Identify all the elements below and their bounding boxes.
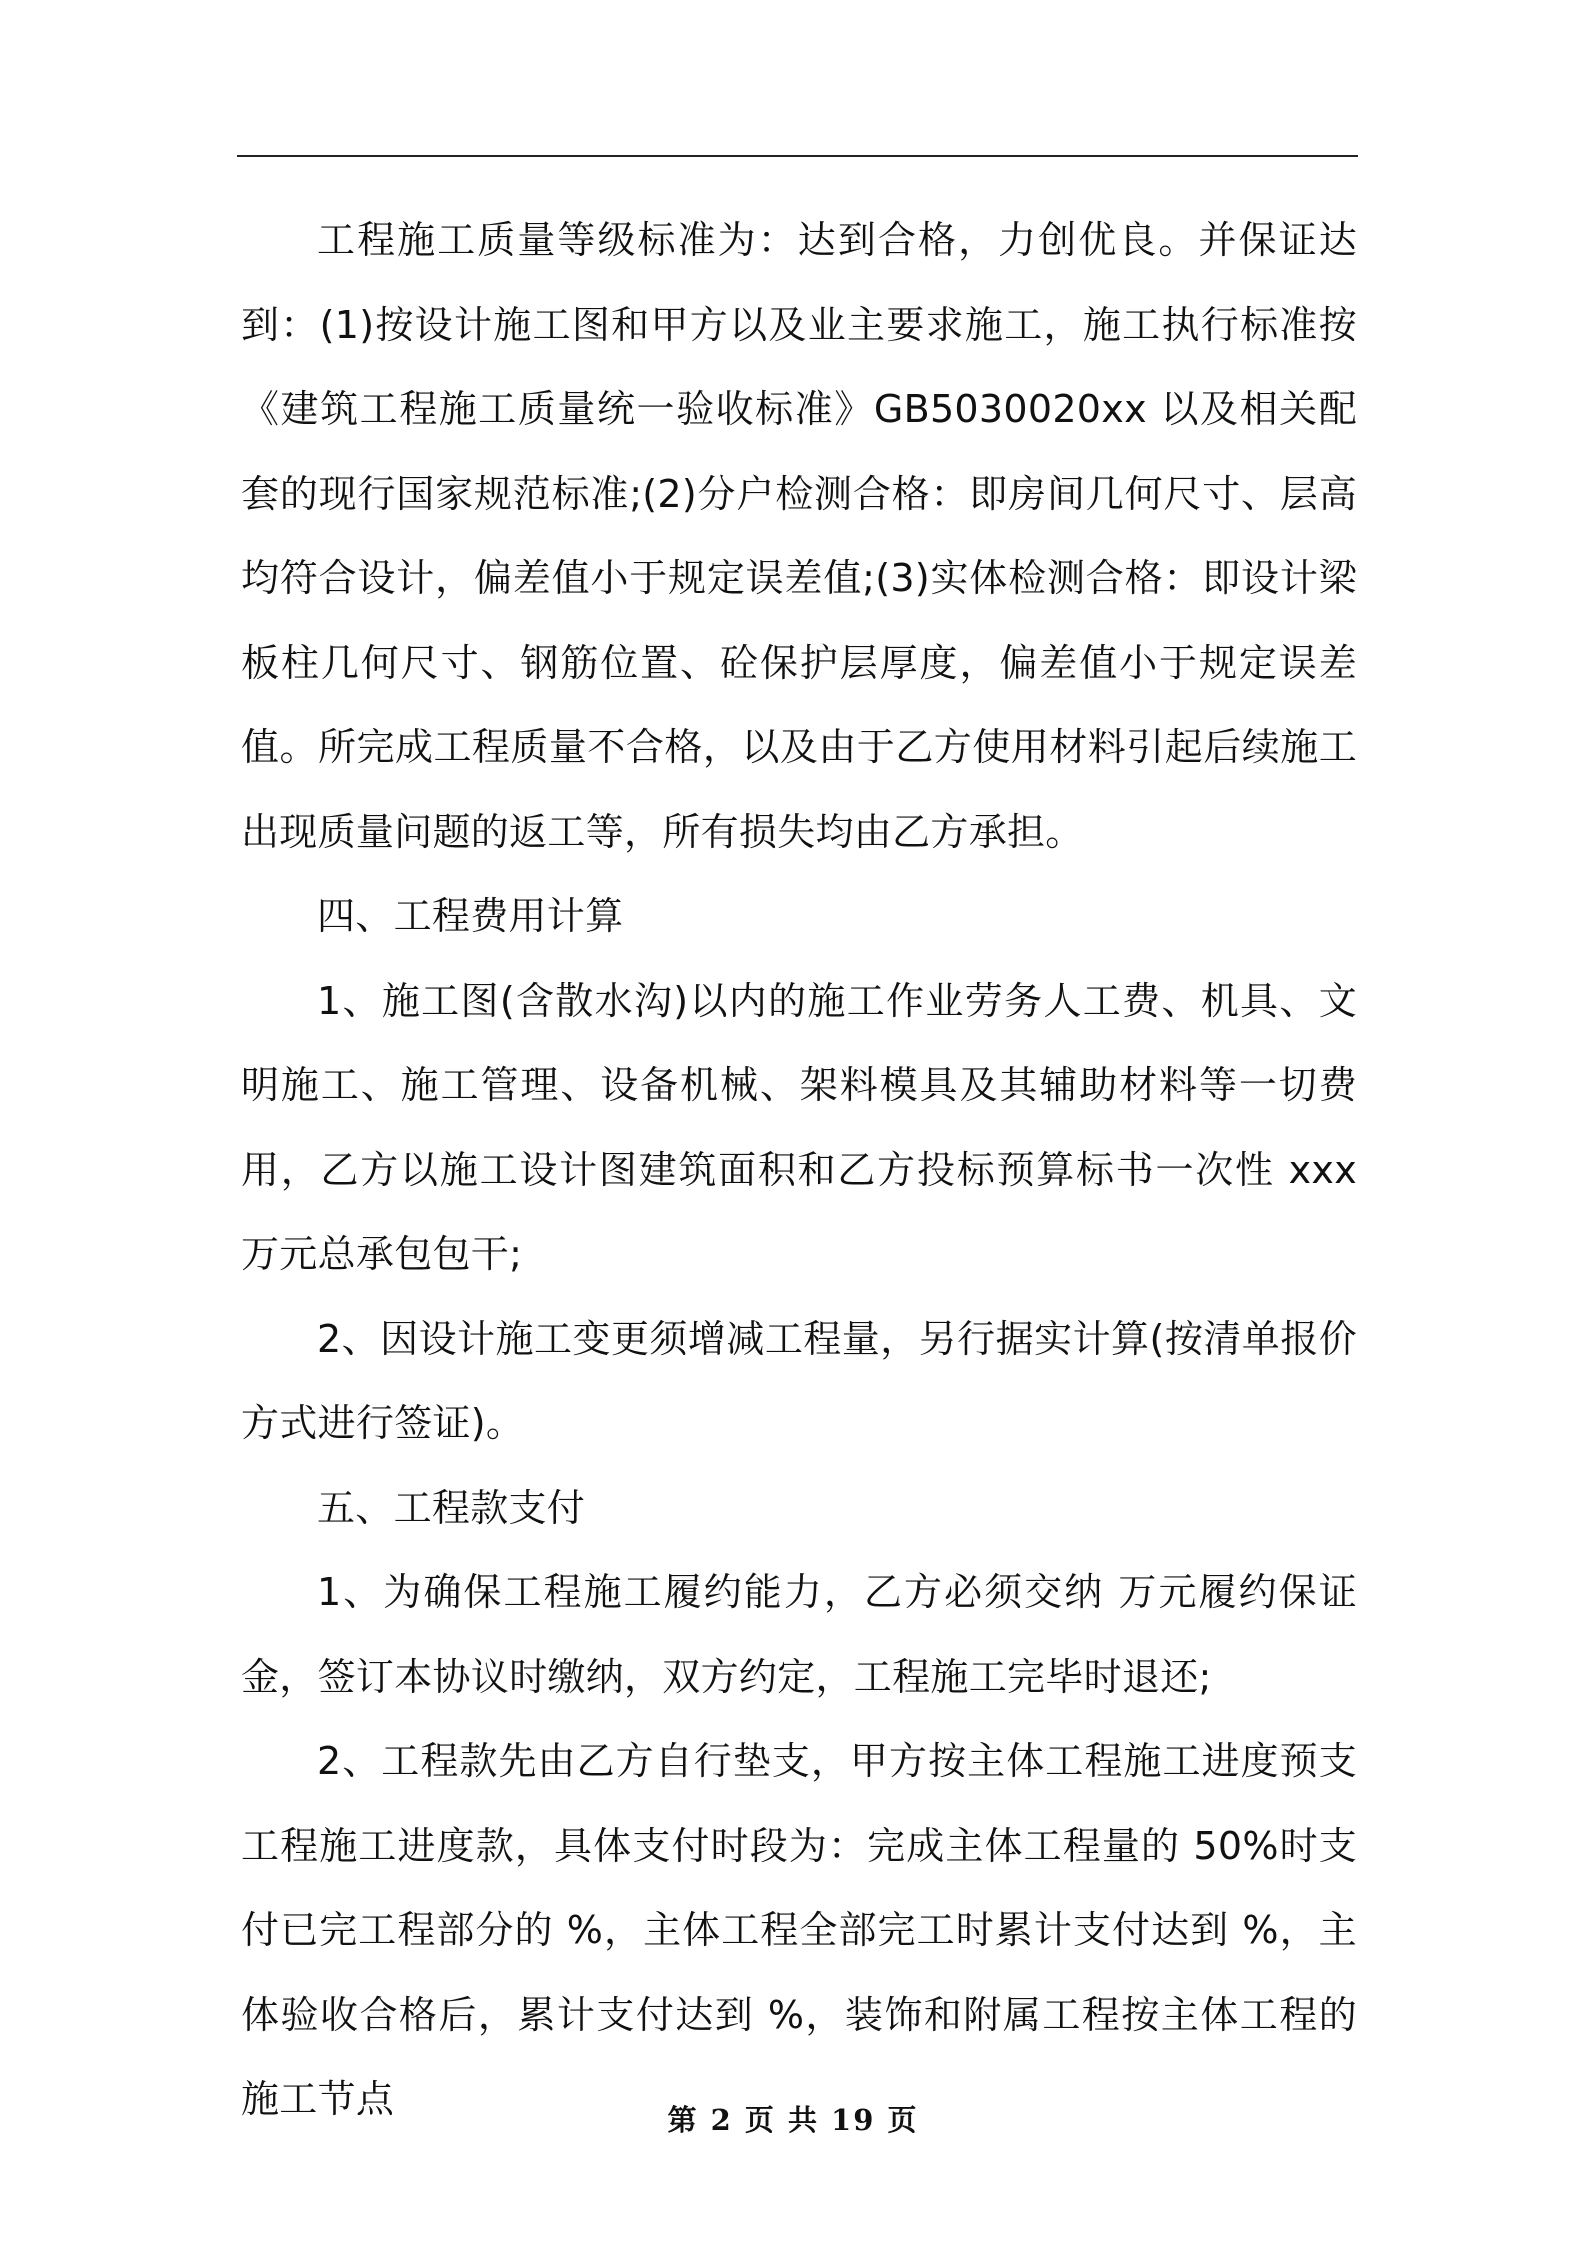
paragraph-cost-item-2: 2、因设计施工变更须增减工程量，另行据实计算(按清单报价方式进行签证)。 — [241, 1316, 1357, 1445]
page-number-footer: 第 2 页 共 19 页 — [667, 2103, 919, 2137]
section-heading-cost-calculation: 四、工程费用计算 — [317, 894, 624, 938]
document-body — [241, 198, 1357, 2142]
paragraph-cost-item-1: 1、施工图(含散水沟)以内的施工作业劳务人工费、机具、文明施工、施工管理、设备机械、架料模具及其辅助材料等一切费用，乙方以施工设计图建筑面积和乙方投标预算标书一次性 xxx 万元总承包包干; — [241, 978, 1357, 1276]
paragraph-payment-item-2: 2、工程款先由乙方自行垫支，甲方按主体工程施工进度预支工程施工进度款，具体支付时段为：完成主体工程量的 50%时支付已完工程部分的 %，主体工程全部完工时累计支付达到 %，主体验收合格后，累计支付达到 %，装饰和附属工程按主体工程的施工节点 — [241, 1739, 1357, 2121]
paragraph-payment-item-1: 1、为确保工程施工履约能力，乙方必须交纳 万元履约保证金，签订本协议时缴纳，双方约定，工程施工完毕时退还; — [241, 1570, 1357, 1699]
section-heading-payment: 五、工程款支付 — [317, 1485, 586, 1530]
paragraph-quality-standard: 工程施工质量等级标准为：达到合格，力创优良。并保证达到：(1)按设计施工图和甲方以及业主要求施工，施工执行标准按《建筑工程施工质量统一验收标准》GB5030020xx 以及相关配套的现行国家规范标准;(2)分户检测合格：即房间几何尺寸、层高均符合设计，偏差值小于规定误差值;(3)实体检测合格：即设计梁板柱几何尺寸、钢筋位置、砼保护层厚度，偏差值小于规定误差值。所完成工程质量不合格，以及由于乙方使用材料引起后续施工出现质量问题的返工等，所有损失均由乙方承担。 — [241, 218, 1357, 854]
header-divider — [237, 155, 1358, 157]
